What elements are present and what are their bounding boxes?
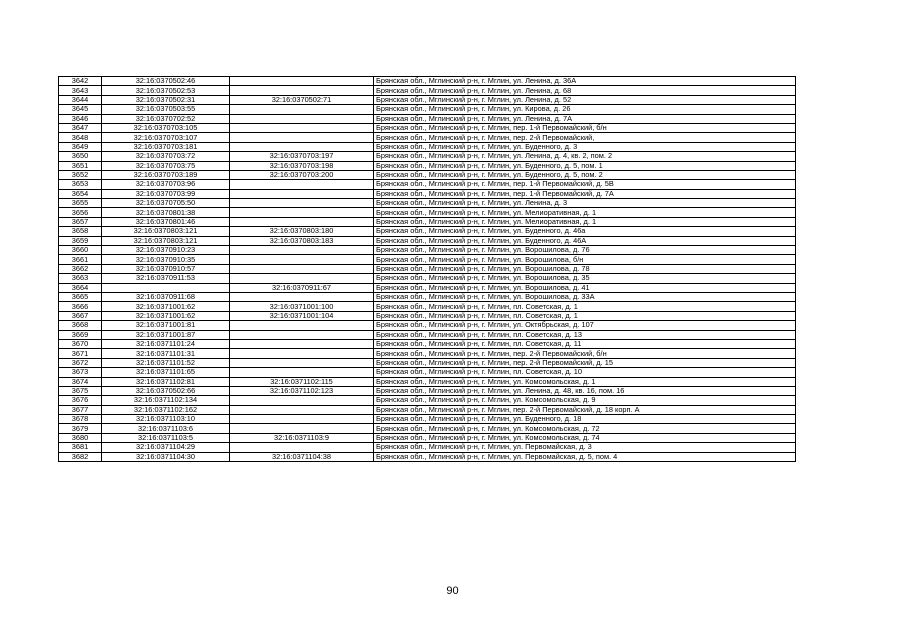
row-number-cell: 3646 [59, 114, 102, 123]
cadastral-number-cell: 32:16:0370703:189 [102, 170, 230, 179]
address-cell: Брянская обл., Мглинский р-н, г. Мглин, пер. 2-й Первомайский, д. 18 корп. А [374, 405, 796, 414]
address-cell: Брянская обл., Мглинский р-н, г. Мглин, ул. Ленина, д. 3 [374, 199, 796, 208]
linked-cadastral-number-cell [230, 424, 374, 433]
linked-cadastral-number-cell [230, 142, 374, 151]
row-number-cell: 3647 [59, 123, 102, 132]
table-row [59, 368, 796, 377]
row-number-cell: 3656 [59, 208, 102, 217]
linked-cadastral-number-cell [230, 217, 374, 226]
row-number-cell: 3673 [59, 368, 102, 377]
row-number-cell: 3662 [59, 264, 102, 273]
address-cell: Брянская обл., Мглинский р-н, г. Мглин, пер. 2-й Первомайский, д. 15 [374, 358, 796, 367]
address-cell: Брянская обл., Мглинский р-н, г. Мглин, ул. Буденного, д. 5, пом. 2 [374, 170, 796, 179]
row-number-cell: 3659 [59, 236, 102, 245]
table-row [59, 386, 796, 395]
table-row [59, 189, 796, 198]
row-number-cell: 3675 [59, 386, 102, 395]
address-cell: Брянская обл., Мглинский р-н, г. Мглин, ул. Ленина, д. 52 [374, 95, 796, 104]
table-row [59, 180, 796, 189]
cadastral-number-cell: 32:16:0370502:31 [102, 95, 230, 104]
table-row [59, 161, 796, 170]
address-cell: Брянская обл., Мглинский р-н, г. Мглин, пл. Советская, д. 11 [374, 339, 796, 348]
table-row [59, 330, 796, 339]
address-cell: Брянская обл., Мглинский р-н, г. Мглин, ул. Буденного, д. 18 [374, 415, 796, 424]
cadastral-number-cell: 32:16:0371104:30 [102, 452, 230, 461]
table-row [59, 292, 796, 301]
cadastral-number-cell: 32:16:0370910:23 [102, 246, 230, 255]
cadastral-number-cell: 32:16:0370703:75 [102, 161, 230, 170]
cadastral-number-cell: 32:16:0370503:55 [102, 105, 230, 114]
cadastral-number-cell: 32:16:0370910:57 [102, 264, 230, 273]
property-register-table [58, 76, 796, 462]
linked-cadastral-number-cell [230, 133, 374, 142]
table-row [59, 142, 796, 151]
linked-cadastral-number-cell: 32:16:0371001:100 [230, 302, 374, 311]
linked-cadastral-number-cell: 32:16:0370703:197 [230, 152, 374, 161]
linked-cadastral-number-cell [230, 180, 374, 189]
linked-cadastral-number-cell [230, 123, 374, 132]
page-number: 90 [446, 585, 459, 597]
address-cell: Брянская обл., Мглинский р-н, г. Мглин, ул. Ленина, д. 36А [374, 77, 796, 86]
cadastral-number-cell: 32:16:0371104:29 [102, 443, 230, 452]
address-cell: Брянская обл., Мглинский р-н, г. Мглин, ул. Ленина, д. 4, кв. 2, пом. 2 [374, 152, 796, 161]
row-number-cell: 3664 [59, 283, 102, 292]
address-cell: Брянская обл., Мглинский р-н, г. Мглин, пл. Советская, д. 1 [374, 302, 796, 311]
linked-cadastral-number-cell [230, 339, 374, 348]
linked-cadastral-number-cell [230, 405, 374, 414]
linked-cadastral-number-cell [230, 396, 374, 405]
linked-cadastral-number-cell [230, 264, 374, 273]
cadastral-number-cell: 32:16:0371103:5 [102, 433, 230, 442]
cadastral-number-cell: 32:16:0370703:96 [102, 180, 230, 189]
table-row [59, 311, 796, 320]
cadastral-number-cell: 32:16:0370703:105 [102, 123, 230, 132]
table-row [59, 302, 796, 311]
table-row [59, 264, 796, 273]
cadastral-number-cell: 32:16:0370803:121 [102, 227, 230, 236]
row-number-cell: 3680 [59, 433, 102, 442]
table-row [59, 123, 796, 132]
row-number-cell: 3666 [59, 302, 102, 311]
address-cell: Брянская обл., Мглинский р-н, г. Мглин, пер. 2-й Первомайский, б/н [374, 349, 796, 358]
row-number-cell: 3643 [59, 86, 102, 95]
linked-cadastral-number-cell [230, 77, 374, 86]
address-cell: Брянская обл., Мглинский р-н, г. Мглин, ул. Ворошилова, д. 41 [374, 283, 796, 292]
cadastral-number-cell: 32:16:0370703:181 [102, 142, 230, 151]
linked-cadastral-number-cell [230, 368, 374, 377]
cadastral-number-cell: 32:16:0370705:50 [102, 199, 230, 208]
row-number-cell: 3668 [59, 321, 102, 330]
row-number-cell: 3644 [59, 95, 102, 104]
row-number-cell: 3678 [59, 415, 102, 424]
linked-cadastral-number-cell [230, 86, 374, 95]
address-cell: Брянская обл., Мглинский р-н, г. Мглин, ул. Мелиоративная, д. 1 [374, 217, 796, 226]
table-row [59, 255, 796, 264]
address-cell: Брянская обл., Мглинский р-н, г. Мглин, ул. Ворошилова, д. 76 [374, 246, 796, 255]
cadastral-number-cell: 32:16:0370910:35 [102, 255, 230, 264]
cadastral-number-cell: 32:16:0371102:162 [102, 405, 230, 414]
row-number-cell: 3658 [59, 227, 102, 236]
cadastral-number-cell: 32:16:0370703:72 [102, 152, 230, 161]
linked-cadastral-number-cell [230, 292, 374, 301]
cadastral-number-cell: 32:16:0371001:62 [102, 302, 230, 311]
table-row [59, 274, 796, 283]
cadastral-number-cell: 32:16:0371101:24 [102, 339, 230, 348]
cadastral-number-cell: 32:16:0370502:66 [102, 386, 230, 395]
row-number-cell: 3682 [59, 452, 102, 461]
cadastral-number-cell: 32:16:0371102:81 [102, 377, 230, 386]
address-cell: Брянская обл., Мглинский р-н, г. Мглин, ул. Ворошилова, б/н [374, 255, 796, 264]
linked-cadastral-number-cell [230, 189, 374, 198]
linked-cadastral-number-cell [230, 415, 374, 424]
linked-cadastral-number-cell [230, 208, 374, 217]
cadastral-number-cell: 32:16:0371103:10 [102, 415, 230, 424]
linked-cadastral-number-cell [230, 199, 374, 208]
linked-cadastral-number-cell: 32:16:0370703:198 [230, 161, 374, 170]
row-number-cell: 3654 [59, 189, 102, 198]
table-row [59, 170, 796, 179]
cadastral-number-cell: 32:16:0370703:107 [102, 133, 230, 142]
table-row [59, 443, 796, 452]
table-row [59, 396, 796, 405]
linked-cadastral-number-cell [230, 443, 374, 452]
address-cell: Брянская обл., Мглинский р-н, г. Мглин, пер. 1-й Первомайский, б/н [374, 123, 796, 132]
row-number-cell: 3657 [59, 217, 102, 226]
row-number-cell: 3669 [59, 330, 102, 339]
table-row [59, 77, 796, 86]
address-cell: Брянская обл., Мглинский р-н, г. Мглин, пл. Советская, д. 13 [374, 330, 796, 339]
row-number-cell: 3648 [59, 133, 102, 142]
address-cell: Брянская обл., Мглинский р-н, г. Мглин, ул. Мелиоративная, д. 1 [374, 208, 796, 217]
cadastral-number-cell: 32:16:0370703:99 [102, 189, 230, 198]
address-cell: Брянская обл., Мглинский р-н, г. Мглин, ул. Ленина, д. 7А [374, 114, 796, 123]
row-number-cell: 3652 [59, 170, 102, 179]
address-cell: Брянская обл., Мглинский р-н, г. Мглин, ул. Комсомольская, д. 74 [374, 433, 796, 442]
address-cell: Брянская обл., Мглинский р-н, г. Мглин, пер. 2-й Первомайский, [374, 133, 796, 142]
cadastral-number-cell: 32:16:0371001:81 [102, 321, 230, 330]
table-row [59, 433, 796, 442]
linked-cadastral-number-cell [230, 330, 374, 339]
address-cell: Брянская обл., Мглинский р-н, г. Мглин, ул. Буденного, д. 3 [374, 142, 796, 151]
address-cell: Брянская обл., Мглинский р-н, г. Мглин, ул. Ворошилова, д. 78 [374, 264, 796, 273]
cadastral-number-cell: 32:16:0371101:65 [102, 368, 230, 377]
row-number-cell: 3651 [59, 161, 102, 170]
address-cell: Брянская обл., Мглинский р-н, г. Мглин, ул. Комсомольская, д. 72 [374, 424, 796, 433]
address-cell: Брянская обл., Мглинский р-н, г. Мглин, ул. Ворошилова, д. 35 [374, 274, 796, 283]
cadastral-number-cell [102, 283, 230, 292]
cadastral-number-cell: 32:16:0371103:6 [102, 424, 230, 433]
cadastral-number-cell: 32:16:0371001:62 [102, 311, 230, 320]
linked-cadastral-number-cell: 32:16:0371001:104 [230, 311, 374, 320]
address-cell: Брянская обл., Мглинский р-н, г. Мглин, ул. Буденного, д. 46а [374, 227, 796, 236]
table-row [59, 405, 796, 414]
linked-cadastral-number-cell: 32:16:0371102:123 [230, 386, 374, 395]
linked-cadastral-number-cell: 32:16:0370803:183 [230, 236, 374, 245]
linked-cadastral-number-cell [230, 274, 374, 283]
address-cell: Брянская обл., Мглинский р-н, г. Мглин, пл. Советская, д. 1 [374, 311, 796, 320]
linked-cadastral-number-cell [230, 255, 374, 264]
row-number-cell: 3671 [59, 349, 102, 358]
row-number-cell: 3660 [59, 246, 102, 255]
table-row [59, 227, 796, 236]
linked-cadastral-number-cell: 32:16:0370703:200 [230, 170, 374, 179]
cadastral-number-cell: 32:16:0370801:38 [102, 208, 230, 217]
table-row [59, 339, 796, 348]
row-number-cell: 3672 [59, 358, 102, 367]
cadastral-number-cell: 32:16:0371102:134 [102, 396, 230, 405]
register-table-body [59, 77, 796, 462]
row-number-cell: 3670 [59, 339, 102, 348]
linked-cadastral-number-cell [230, 321, 374, 330]
table-row [59, 152, 796, 161]
linked-cadastral-number-cell [230, 358, 374, 367]
table-row [59, 452, 796, 461]
row-number-cell: 3649 [59, 142, 102, 151]
table-row [59, 321, 796, 330]
cadastral-number-cell: 32:16:0370702:52 [102, 114, 230, 123]
cadastral-number-cell: 32:16:0370911:68 [102, 292, 230, 301]
address-cell: Брянская обл., Мглинский р-н, г. Мглин, ул. Ленина, д. 48, кв. 16, пом. 16 [374, 386, 796, 395]
row-number-cell: 3655 [59, 199, 102, 208]
linked-cadastral-number-cell: 32:16:0371103:9 [230, 433, 374, 442]
address-cell: Брянская обл., Мглинский р-н, г. Мглин, ул. Октябрьская, д. 107 [374, 321, 796, 330]
cadastral-number-cell: 32:16:0370502:46 [102, 77, 230, 86]
row-number-cell: 3674 [59, 377, 102, 386]
address-cell: Брянская обл., Мглинский р-н, г. Мглин, ул. Ленина, д. 68 [374, 86, 796, 95]
table-row [59, 133, 796, 142]
linked-cadastral-number-cell [230, 105, 374, 114]
address-cell: Брянская обл., Мглинский р-н, г. Мглин, ул. Первомайская, д. 3 [374, 443, 796, 452]
table-row [59, 283, 796, 292]
table-row [59, 358, 796, 367]
linked-cadastral-number-cell [230, 349, 374, 358]
cadastral-number-cell: 32:16:0371101:31 [102, 349, 230, 358]
row-number-cell: 3679 [59, 424, 102, 433]
address-cell: Брянская обл., Мглинский р-н, г. Мглин, ул. Ворошилова, д. 33А [374, 292, 796, 301]
row-number-cell: 3676 [59, 396, 102, 405]
table-row [59, 415, 796, 424]
row-number-cell: 3681 [59, 443, 102, 452]
table-row [59, 217, 796, 226]
row-number-cell: 3653 [59, 180, 102, 189]
cadastral-number-cell: 32:16:0370502:53 [102, 86, 230, 95]
address-cell: Брянская обл., Мглинский р-н, г. Мглин, ул. Комсомольская, д. 1 [374, 377, 796, 386]
cadastral-number-cell: 32:16:0371101:52 [102, 358, 230, 367]
table-row [59, 349, 796, 358]
cadastral-number-cell: 32:16:0370911:53 [102, 274, 230, 283]
linked-cadastral-number-cell: 32:16:0370502:71 [230, 95, 374, 104]
linked-cadastral-number-cell: 32:16:0371102:115 [230, 377, 374, 386]
cadastral-number-cell: 32:16:0370801:46 [102, 217, 230, 226]
row-number-cell: 3645 [59, 105, 102, 114]
linked-cadastral-number-cell [230, 246, 374, 255]
linked-cadastral-number-cell: 32:16:0371104:38 [230, 452, 374, 461]
linked-cadastral-number-cell [230, 114, 374, 123]
table-row [59, 424, 796, 433]
cadastral-number-cell: 32:16:0370803:121 [102, 236, 230, 245]
table-row [59, 86, 796, 95]
row-number-cell: 3667 [59, 311, 102, 320]
table-row [59, 105, 796, 114]
address-cell: Брянская обл., Мглинский р-н, г. Мглин, пер. 1-й Первомайский, д. 5В [374, 180, 796, 189]
row-number-cell: 3661 [59, 255, 102, 264]
table-row [59, 246, 796, 255]
address-cell: Брянская обл., Мглинский р-н, г. Мглин, ул. Буденного, д. 46А [374, 236, 796, 245]
linked-cadastral-number-cell: 32:16:0370911:67 [230, 283, 374, 292]
table-row [59, 114, 796, 123]
table-row [59, 377, 796, 386]
address-cell: Брянская обл., Мглинский р-н, г. Мглин, пер. 1-й Первомайский, д. 7А [374, 189, 796, 198]
table-row [59, 95, 796, 104]
row-number-cell: 3677 [59, 405, 102, 414]
address-cell: Брянская обл., Мглинский р-н, г. Мглин, ул. Кирова, д. 26 [374, 105, 796, 114]
table-row [59, 236, 796, 245]
row-number-cell: 3650 [59, 152, 102, 161]
address-cell: Брянская обл., Мглинский р-н, г. Мглин, ул. Первомайская, д. 5, пом. 4 [374, 452, 796, 461]
table-row [59, 208, 796, 217]
address-cell: Брянская обл., Мглинский р-н, г. Мглин, ул. Комсомольская, д. 9 [374, 396, 796, 405]
address-cell: Брянская обл., Мглинский р-н, г. Мглин, пл. Советская, д. 10 [374, 368, 796, 377]
address-cell: Брянская обл., Мглинский р-н, г. Мглин, ул. Буденного, д. 5, пом. 1 [374, 161, 796, 170]
linked-cadastral-number-cell: 32:16:0370803:180 [230, 227, 374, 236]
table-row [59, 199, 796, 208]
row-number-cell: 3665 [59, 292, 102, 301]
cadastral-number-cell: 32:16:0371001:87 [102, 330, 230, 339]
row-number-cell: 3663 [59, 274, 102, 283]
row-number-cell: 3642 [59, 77, 102, 86]
